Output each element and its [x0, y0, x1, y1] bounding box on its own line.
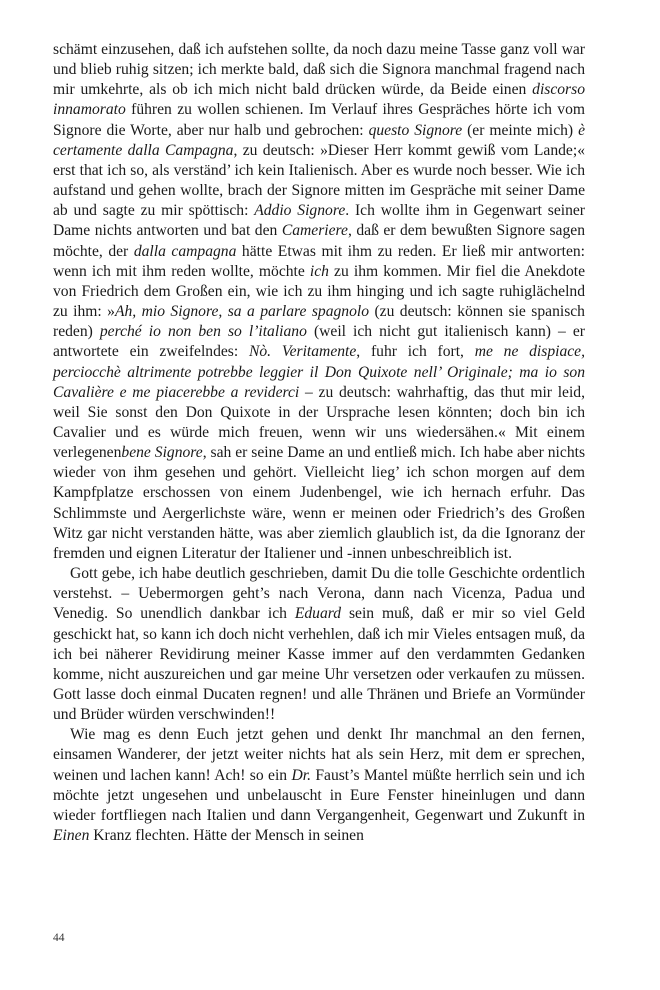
italic-phrase: Addio Signore: [254, 202, 346, 220]
italic-phrase: Dr.: [291, 766, 311, 784]
italic-phrase: Einen: [53, 827, 90, 845]
text-run: , sah er seine Dame an und entließ mich. Ich habe aber nichts wieder von ihm gesehen und gehört. Vielleicht lieg’ ich schon morgen auf dem Kampfplatze erschossen von einem Judenbengel, wie ich hernach erfuhr. Das Schlimmste und Aergerlichste wäre, wenn er meinen oder Friedrich’s des Großen Witz gar nicht verstanden hätte, was aber ziemlich glaublich ist, da die Ignoranz der fremden und eignen Literatur der Italiener und -innen unbeschreiblich ist.: [53, 444, 586, 562]
text-run: – zu deutsch: wahrhaftig, das thut mir leid, weil Sie sonst den Don Quixote in der Ursprache lesen könnten; doch bin ich Cavalier und es würde mich freuen, wenn wir uns wiedersähen.« Mit einem verlegenen: [53, 383, 585, 462]
text-run: hätte Etwas mit ihm zu reden. Er ließ mir antworten: wenn ich mit ihm reden wollte, möchte: [53, 242, 586, 280]
text-run: Faust’s Mantel müßte herrlich sein und ich möchte jetzt ungesehen und unbelauscht in Eure Fenster hineinlugen und dann wieder fortfliegen nach Italien und dann Vergangenheit, Gegenwart und Zukunft in: [53, 766, 585, 824]
text-run: , zu deutsch: »Dieser Herr kommt gewiß vom Lande;« erst that ich so, als verständ’ ich kein Italienisch. Aber es wurde noch besser. Wie ich aufstand und gehen wollte, brach der Signore mitten im Gespräche mit seiner Dame ab und sagte zu mir spöttisch:: [53, 141, 585, 220]
text-run: Wie mag es denn Euch jetzt gehen und denkt Ihr manchmal an den fernen, einsamen Wanderer, der jetzt weiter nichts hat als sein Herz, mit dem er sprechen, weinen und lachen kann! Ach! so ein: [53, 726, 585, 784]
paragraph-2: [53, 564, 585, 725]
italic-phrase: è certamente dalla Campagna: [53, 121, 585, 159]
italic-phrase: me ne dispiace, perciocchè altrimente potrebbe leggier il Don Quixote nell’ Originale; ma io son Cavalière e me piacerebbe a reviderci: [53, 343, 585, 401]
text-run: sein muß, daß er mir so viel Geld geschickt hat, so kann ich doch nicht verhehlen, daß ich mir Vieles entsagen muß, da ich bei näherer Revidirung meiner Kasse immer auf den verdammten Gedanken komme, nicht auszureichen und gar meine Uhr versetzen oder verkaufen zu müssen. Gott lasse doch einmal Ducaten regnen! und alle Thränen und Briefe an Vormünder und Brüder würden verschwinden!!: [53, 605, 585, 724]
text-run: Gott gebe, ich habe deutlich geschrieben, damit Du die tolle Geschichte ordentlich verstehst. – Uebermorgen geht’s nach Verona, dann nach Vicenza, Padua und Venedig. So unendlich dankbar ich: [53, 565, 585, 623]
italic-phrase: Eduard: [294, 605, 342, 623]
italic-phrase: Cameriere: [281, 222, 348, 240]
paragraph-3: [53, 725, 585, 846]
text-run: , fuhr ich fort,: [356, 343, 475, 361]
italic-phrase: bene Signore: [121, 444, 203, 462]
text-run: (zu deutsch: können sie spanisch reden): [53, 303, 585, 341]
text-run: (er meinte mich): [462, 121, 579, 139]
paragraph-1: [53, 40, 585, 564]
italic-phrase: ich: [309, 262, 329, 280]
text-run: führen zu wollen schienen. Im Verlauf ihres Gespräches hörte ich vom Signore die Worte, aber nur halb und gebrochen:: [53, 101, 585, 139]
text-run: schämt einzusehen, daß ich aufstehen sollte, da noch dazu meine Tasse ganz voll war und blieb ruhig sitzen; ich merkte bald, daß sich die Signora manchmal fragend nach mir umkehrte, als ob ich mich nicht bald drücken würde, da Beide einen: [53, 41, 585, 99]
italic-phrase: questo Signore: [368, 121, 463, 139]
text-run: (weil ich nicht gut italienisch kann) – er antwortete ein zweifelndes:: [53, 323, 585, 361]
italic-phrase: Nò. Veritamente: [248, 343, 357, 361]
page-number: 44: [53, 932, 65, 944]
italic-phrase: discorso innamorato: [53, 81, 585, 119]
text-run: . Ich wollte ihm in Gegenwart seiner Dame nichts antworten und bat den: [53, 202, 585, 240]
italic-phrase: dalla campagna: [133, 242, 237, 260]
italic-phrase: Ah, mio Signore, sa a parlare spagnolo: [114, 303, 370, 321]
italic-phrase: perché io non ben so l’italiano: [99, 323, 307, 341]
body-text: [53, 40, 585, 846]
text-run: zu ihm kommen. Mir fiel die Anekdote von Friedrich dem Großen ein, wie ich zu ihm hinging und ich sagte ruhiglächelnd zu ihm: »: [53, 262, 586, 321]
text-run: Kranz flechten. Hätte der Mensch in seinen: [89, 827, 364, 845]
text-run: , daß er dem bewußten Signore sagen möchte, der: [53, 222, 585, 260]
